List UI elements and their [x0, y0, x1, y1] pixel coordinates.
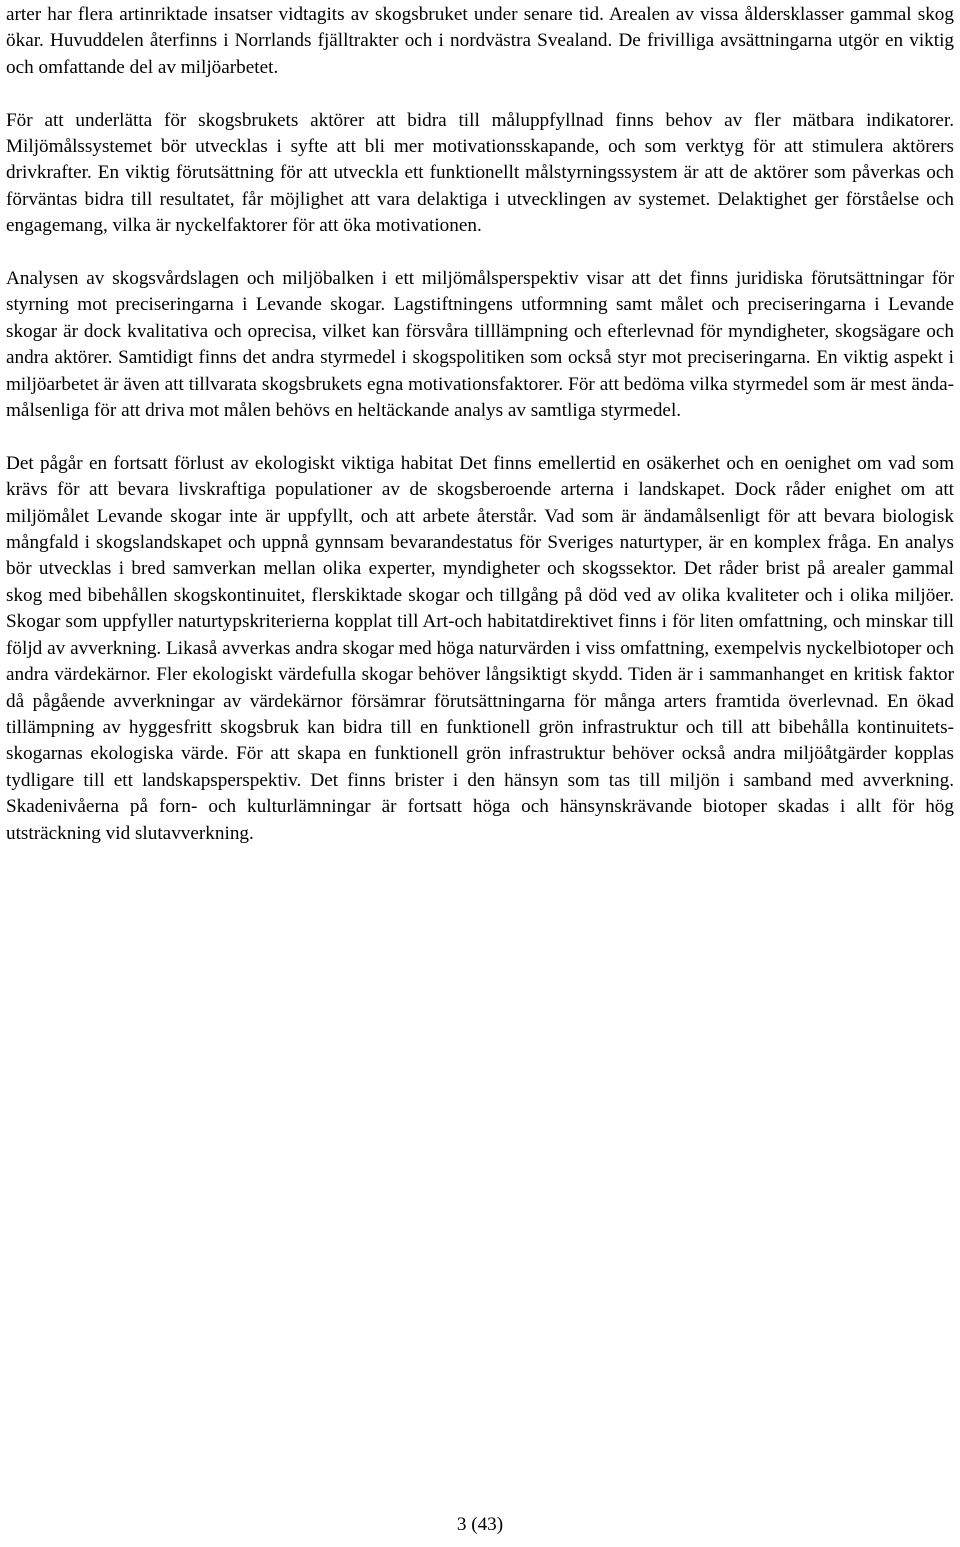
paragraph-forest-age-classes: arter har flera artinriktade insatser vidtagits av skogsbruket under senare tid. Arealen av vissa åldersklasser gammal skog ökar. Huvuddelen återfinns i Norrlands fjälltrakter och i nordvästra Svealand. De frivilliga avsättningarna utgör en viktig och omfattande del av miljöarbetet.: [6, 4, 954, 78]
paragraph-legal-analysis: Analysen av skogsvårdslagen och miljöbalken i ett miljömålsperspektiv visar att det finns juridiska förutsättningar för styrning mot preciseringarna i Levande skogar. Lagstiftningens utformning samt målet och preciseringarna i Levande skogar är dock kvalitativa och oprecisa, vilket kan försvåra tilllämpning och efterlevnad för myndigheter, skogsägare och andra aktörer. Samtidigt finns det andra styrmedel i skogspolitiken som också styr mot preciseringarna. En viktig aspekt i miljöarbetet är även att tillvarata skogsbrukets egna motivationsfaktorer. För att bedöma vilka styrmedel som är mest ändamålsenliga för att driva mot målen behövs en heltäckande analys av samtliga styrmedel.: [6, 268, 954, 422]
page-number: 3 (43): [456, 1514, 504, 1535]
document-body: [6, 0, 954, 847]
paragraph-indicators: För att underlätta för skogsbrukets aktörer att bidra till måluppfyllnad finns behov av fler mätbara indikatorer. Miljömålssystemet bör utvecklas i syfte att bli mer motivationsskapande, och som verktyg för att stimulera aktörers drivkrafter. En viktig förutsättning för att utveckla ett funktionellt målstyrningssystem är att de aktörer som påverkas och förväntas bidra till resultatet, får möjlighet att vara delaktiga i utvecklingen av systemet. Delaktighet ger förståelse och engagemang, vilka är nyckelfaktorer för att öka motivationen.: [6, 109, 954, 237]
paragraph-habitat-loss: Det pågår en fortsatt förlust av ekologiskt viktiga habitat Det finns emellertid en osäkerhet och en oenighet om vad som krävs för att bevara livskraftiga populationer av de skogsberoende arterna i landskapet. Dock råder enighet om att miljömålet Levande skogar inte är uppfyllt, och att arbete återstår. Vad som är ändamålsenligt för att bevara biologisk mångfald i skogslandskapet och uppnå gynnsam bevarandestatus för Sveriges naturtyper, är en komplex fråga. En analys bör utvecklas i bred samverkan mellan olika experter, myndigheter och skogssektor. Det råder brist på arealer gammal skog med bibehållen skogskontinuitet, flerskiktade skogar och tillgång på död ved av olika kvaliteter och i olika miljöer. Skogar som uppfyller naturtypskriterierna kopplat till Art-och habitatdirektivet finns i för liten omfattning, och minskar till följd av avverkning. Likaså avverkas andra skogar med höga naturvärden i viss omfattning, exempelvis nyckelbiotoper och andra värdekärnor. Fler ekologiskt värdefulla skogar behöver långsiktigt skydd. Tiden är i sammanhanget en kritisk faktor då pågående avverkningar av värdekärnor försämrar förutsättningarna för många arters framtida överlevnad. En ökad tillämpning av hyggesfritt skogsbruk kan bidra till en funktionell grön infrastruktur och till att bibehålla kontinuitetsskogarnas ekologiska värde. För att skapa en funktionell grön infrastruktur behöver också andra miljöåtgärder kopplas tydligare till ett landskapsperspektiv. Det finns brister i den hänsyn som tas till miljön i samband med avverkning. Skadenivåerna på forn- och kulturlämningar är fortsatt höga och hänsynskrävande biotoper skadas i allt för hög utsträckning vid slutavverkning.: [6, 452, 954, 844]
